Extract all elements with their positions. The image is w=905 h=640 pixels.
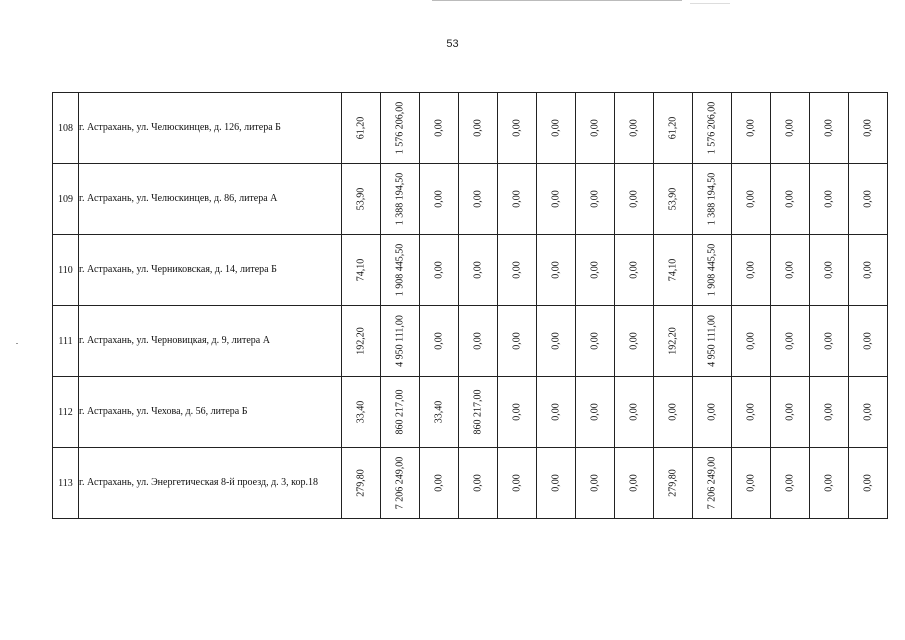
stage4-cost-value: 7 206 249,00 bbox=[706, 456, 718, 510]
stage4-cost-value: 1 908 445,50 bbox=[706, 243, 718, 297]
stage4-cost-value: 0,00 bbox=[706, 403, 718, 421]
stage6-area-cell bbox=[810, 306, 849, 377]
stage3-cost-cell bbox=[615, 164, 654, 235]
stage6-area-value: 0,00 bbox=[823, 403, 835, 421]
stage5-cost-value: 0,00 bbox=[784, 261, 796, 279]
stage4-area-value: 0,00 bbox=[667, 403, 679, 421]
stage6-area-cell bbox=[810, 93, 849, 164]
total-cost-cell bbox=[381, 306, 420, 377]
stage4-area-cell bbox=[654, 93, 693, 164]
stage3-area-value: 0,00 bbox=[589, 403, 601, 421]
stage5-area-value: 0,00 bbox=[745, 332, 757, 350]
stage1-area-cell bbox=[420, 235, 459, 306]
stage2-area-value: 0,00 bbox=[511, 332, 523, 350]
total-area-cell bbox=[342, 93, 381, 164]
top-scan-line bbox=[432, 0, 682, 1]
address-cell: г. Астрахань, ул. Черниковская, д. 14, литера Б bbox=[79, 235, 342, 306]
stage3-area-value: 0,00 bbox=[589, 261, 601, 279]
stage5-cost-cell bbox=[771, 306, 810, 377]
total-cost-cell bbox=[381, 448, 420, 519]
stage2-cost-value: 0,00 bbox=[550, 119, 562, 137]
stage5-cost-value: 0,00 bbox=[784, 474, 796, 492]
stage2-area-cell bbox=[498, 448, 537, 519]
stage5-cost-value: 0,00 bbox=[784, 190, 796, 208]
stage5-area-cell bbox=[732, 235, 771, 306]
row-number-cell: 109 bbox=[53, 164, 79, 235]
stage5-cost-value: 0,00 bbox=[784, 119, 796, 137]
total-area-value: 74,10 bbox=[355, 258, 367, 282]
table-row bbox=[53, 306, 888, 377]
stage2-area-value: 0,00 bbox=[511, 190, 523, 208]
stage6-area-value: 0,00 bbox=[823, 474, 835, 492]
stage2-area-cell bbox=[498, 235, 537, 306]
stage3-cost-cell bbox=[615, 448, 654, 519]
stage6-area-cell bbox=[810, 377, 849, 448]
stage3-cost-cell bbox=[615, 377, 654, 448]
stage4-area-value: 61,20 bbox=[667, 116, 679, 140]
stage1-area-cell bbox=[420, 306, 459, 377]
stage3-area-cell bbox=[576, 164, 615, 235]
stage6-cost-value: 0,00 bbox=[862, 474, 874, 492]
address-cell: г. Астрахань, ул. Челюскинцев, д. 126, литера Б bbox=[79, 93, 342, 164]
stage2-cost-value: 0,00 bbox=[550, 403, 562, 421]
stage4-cost-value: 1 576 206,00 bbox=[706, 101, 718, 155]
stage2-cost-cell bbox=[537, 377, 576, 448]
row-number-cell: 110 bbox=[53, 235, 79, 306]
stage1-area-value: 0,00 bbox=[433, 474, 445, 492]
stage5-area-cell bbox=[732, 164, 771, 235]
address-cell: г. Астрахань, ул. Чехова, д. 56, литера Б bbox=[79, 377, 342, 448]
stage1-area-value: 33,40 bbox=[433, 400, 445, 424]
stage6-cost-value: 0,00 bbox=[862, 332, 874, 350]
stage5-area-value: 0,00 bbox=[745, 119, 757, 137]
stage3-area-cell bbox=[576, 235, 615, 306]
stage3-cost-cell bbox=[615, 235, 654, 306]
total-cost-value: 1 388 194,50 bbox=[394, 172, 406, 226]
total-area-cell bbox=[342, 448, 381, 519]
stage5-area-cell bbox=[732, 93, 771, 164]
stage6-cost-cell bbox=[849, 448, 888, 519]
stage2-area-value: 0,00 bbox=[511, 474, 523, 492]
stage4-cost-value: 1 388 194,50 bbox=[706, 172, 718, 226]
stage1-area-cell bbox=[420, 448, 459, 519]
stage3-area-value: 0,00 bbox=[589, 119, 601, 137]
page-number: 53 bbox=[446, 38, 459, 50]
table-body bbox=[53, 93, 888, 519]
stage6-area-cell bbox=[810, 235, 849, 306]
stage2-area-cell bbox=[498, 377, 537, 448]
stage4-area-value: 53,90 bbox=[667, 187, 679, 211]
total-cost-value: 860 217,00 bbox=[394, 389, 406, 435]
stage1-cost-cell bbox=[459, 235, 498, 306]
stage4-area-value: 279,80 bbox=[667, 469, 679, 497]
stage1-cost-value: 0,00 bbox=[472, 474, 484, 492]
row-number-cell: 111 bbox=[53, 306, 79, 377]
stage6-cost-value: 0,00 bbox=[862, 190, 874, 208]
address-cell: г. Астрахань, ул. Энергетическая 8-й проезд, д. 3, кор.18 bbox=[79, 448, 342, 519]
stage1-area-value: 0,00 bbox=[433, 261, 445, 279]
stage4-area-cell bbox=[654, 448, 693, 519]
stage4-cost-cell bbox=[693, 448, 732, 519]
table-row bbox=[53, 93, 888, 164]
stage1-cost-cell bbox=[459, 164, 498, 235]
table-row bbox=[53, 448, 888, 519]
total-cost-cell bbox=[381, 93, 420, 164]
stage1-area-cell bbox=[420, 377, 459, 448]
stage1-cost-value: 860 217,00 bbox=[472, 389, 484, 435]
stage4-cost-cell bbox=[693, 377, 732, 448]
total-cost-cell bbox=[381, 164, 420, 235]
total-cost-value: 1 908 445,50 bbox=[394, 243, 406, 297]
stage2-area-value: 0,00 bbox=[511, 261, 523, 279]
stage4-area-cell bbox=[654, 306, 693, 377]
stage6-cost-value: 0,00 bbox=[862, 261, 874, 279]
stage5-area-cell bbox=[732, 448, 771, 519]
stage1-cost-value: 0,00 bbox=[472, 190, 484, 208]
stage5-area-value: 0,00 bbox=[745, 403, 757, 421]
stage3-area-value: 0,00 bbox=[589, 474, 601, 492]
stage2-cost-cell bbox=[537, 306, 576, 377]
stage3-cost-value: 0,00 bbox=[628, 190, 640, 208]
stage1-area-cell bbox=[420, 93, 459, 164]
total-area-cell bbox=[342, 235, 381, 306]
stage2-cost-cell bbox=[537, 235, 576, 306]
stage3-cost-value: 0,00 bbox=[628, 332, 640, 350]
stage4-area-cell bbox=[654, 377, 693, 448]
stage3-area-value: 0,00 bbox=[589, 332, 601, 350]
stage6-area-cell bbox=[810, 448, 849, 519]
stage6-cost-cell bbox=[849, 377, 888, 448]
stage1-cost-cell bbox=[459, 306, 498, 377]
stage5-cost-cell bbox=[771, 377, 810, 448]
total-area-cell bbox=[342, 164, 381, 235]
total-cost-cell bbox=[381, 235, 420, 306]
stage1-cost-value: 0,00 bbox=[472, 119, 484, 137]
stage5-area-value: 0,00 bbox=[745, 474, 757, 492]
stage6-cost-cell bbox=[849, 235, 888, 306]
stage3-cost-value: 0,00 bbox=[628, 403, 640, 421]
table-row bbox=[53, 164, 888, 235]
stage3-area-cell bbox=[576, 377, 615, 448]
total-cost-value: 1 576 206,00 bbox=[394, 101, 406, 155]
stage4-cost-value: 4 950 111,00 bbox=[706, 315, 718, 367]
stage1-cost-cell bbox=[459, 448, 498, 519]
stage2-cost-value: 0,00 bbox=[550, 474, 562, 492]
stage6-cost-cell bbox=[849, 93, 888, 164]
table-row bbox=[53, 235, 888, 306]
stage5-cost-value: 0,00 bbox=[784, 332, 796, 350]
stage6-cost-value: 0,00 bbox=[862, 403, 874, 421]
stage5-area-value: 0,00 bbox=[745, 190, 757, 208]
stage4-cost-cell bbox=[693, 93, 732, 164]
stage4-area-value: 74,10 bbox=[667, 258, 679, 282]
stage6-cost-cell bbox=[849, 306, 888, 377]
stage1-area-value: 0,00 bbox=[433, 190, 445, 208]
stage2-cost-value: 0,00 bbox=[550, 190, 562, 208]
stage3-cost-value: 0,00 bbox=[628, 119, 640, 137]
stage2-cost-cell bbox=[537, 93, 576, 164]
total-cost-value: 7 206 249,00 bbox=[394, 456, 406, 510]
stage3-area-cell bbox=[576, 93, 615, 164]
top-scan-line-fragment bbox=[690, 3, 730, 4]
stage5-area-cell bbox=[732, 306, 771, 377]
stage1-cost-cell bbox=[459, 377, 498, 448]
stage2-cost-value: 0,00 bbox=[550, 261, 562, 279]
stage4-cost-cell bbox=[693, 164, 732, 235]
stage1-area-value: 0,00 bbox=[433, 332, 445, 350]
stage6-cost-value: 0,00 bbox=[862, 119, 874, 137]
stage4-cost-cell bbox=[693, 235, 732, 306]
stage4-cost-cell bbox=[693, 306, 732, 377]
stage2-area-cell bbox=[498, 306, 537, 377]
stage6-area-value: 0,00 bbox=[823, 190, 835, 208]
stage1-area-value: 0,00 bbox=[433, 119, 445, 137]
stage1-cost-value: 0,00 bbox=[472, 332, 484, 350]
stage4-area-value: 192,20 bbox=[667, 327, 679, 355]
stage3-cost-value: 0,00 bbox=[628, 474, 640, 492]
stage5-area-cell bbox=[732, 377, 771, 448]
total-area-value: 53,90 bbox=[355, 187, 367, 211]
total-cost-cell bbox=[381, 377, 420, 448]
stage3-cost-value: 0,00 bbox=[628, 261, 640, 279]
stage3-cost-cell bbox=[615, 306, 654, 377]
stage1-area-cell bbox=[420, 164, 459, 235]
stage6-cost-cell bbox=[849, 164, 888, 235]
stage3-cost-cell bbox=[615, 93, 654, 164]
stage3-area-cell bbox=[576, 306, 615, 377]
total-area-cell bbox=[342, 306, 381, 377]
stage2-area-cell bbox=[498, 93, 537, 164]
stage5-cost-cell bbox=[771, 164, 810, 235]
total-area-cell bbox=[342, 377, 381, 448]
table-row bbox=[53, 377, 888, 448]
total-area-value: 33,40 bbox=[355, 400, 367, 424]
stage2-area-value: 0,00 bbox=[511, 403, 523, 421]
stage6-area-value: 0,00 bbox=[823, 261, 835, 279]
total-area-value: 192,20 bbox=[355, 327, 367, 355]
stage5-cost-value: 0,00 bbox=[784, 403, 796, 421]
total-cost-value: 4 950 111,00 bbox=[394, 315, 406, 367]
row-number-cell: 112 bbox=[53, 377, 79, 448]
stage3-area-value: 0,00 bbox=[589, 190, 601, 208]
stage1-cost-value: 0,00 bbox=[472, 261, 484, 279]
margin-mark bbox=[16, 343, 18, 344]
stage4-area-cell bbox=[654, 235, 693, 306]
stage1-cost-cell bbox=[459, 93, 498, 164]
stage2-cost-cell bbox=[537, 164, 576, 235]
stage2-cost-value: 0,00 bbox=[550, 332, 562, 350]
address-cell: г. Астрахань, ул. Черновицкая, д. 9, литера А bbox=[79, 306, 342, 377]
stage5-cost-cell bbox=[771, 93, 810, 164]
stage6-area-value: 0,00 bbox=[823, 119, 835, 137]
total-area-value: 279,80 bbox=[355, 469, 367, 497]
stage4-area-cell bbox=[654, 164, 693, 235]
stage5-cost-cell bbox=[771, 235, 810, 306]
row-number-cell: 108 bbox=[53, 93, 79, 164]
total-area-value: 61,20 bbox=[355, 116, 367, 140]
stage2-area-cell bbox=[498, 164, 537, 235]
stage5-area-value: 0,00 bbox=[745, 261, 757, 279]
housing-registry-table bbox=[52, 92, 888, 519]
row-number-cell: 113 bbox=[53, 448, 79, 519]
stage2-area-value: 0,00 bbox=[511, 119, 523, 137]
address-cell: г. Астрахань, ул. Челюскинцев, д. 86, литера А bbox=[79, 164, 342, 235]
stage2-cost-cell bbox=[537, 448, 576, 519]
stage5-cost-cell bbox=[771, 448, 810, 519]
stage6-area-value: 0,00 bbox=[823, 332, 835, 350]
stage3-area-cell bbox=[576, 448, 615, 519]
stage6-area-cell bbox=[810, 164, 849, 235]
